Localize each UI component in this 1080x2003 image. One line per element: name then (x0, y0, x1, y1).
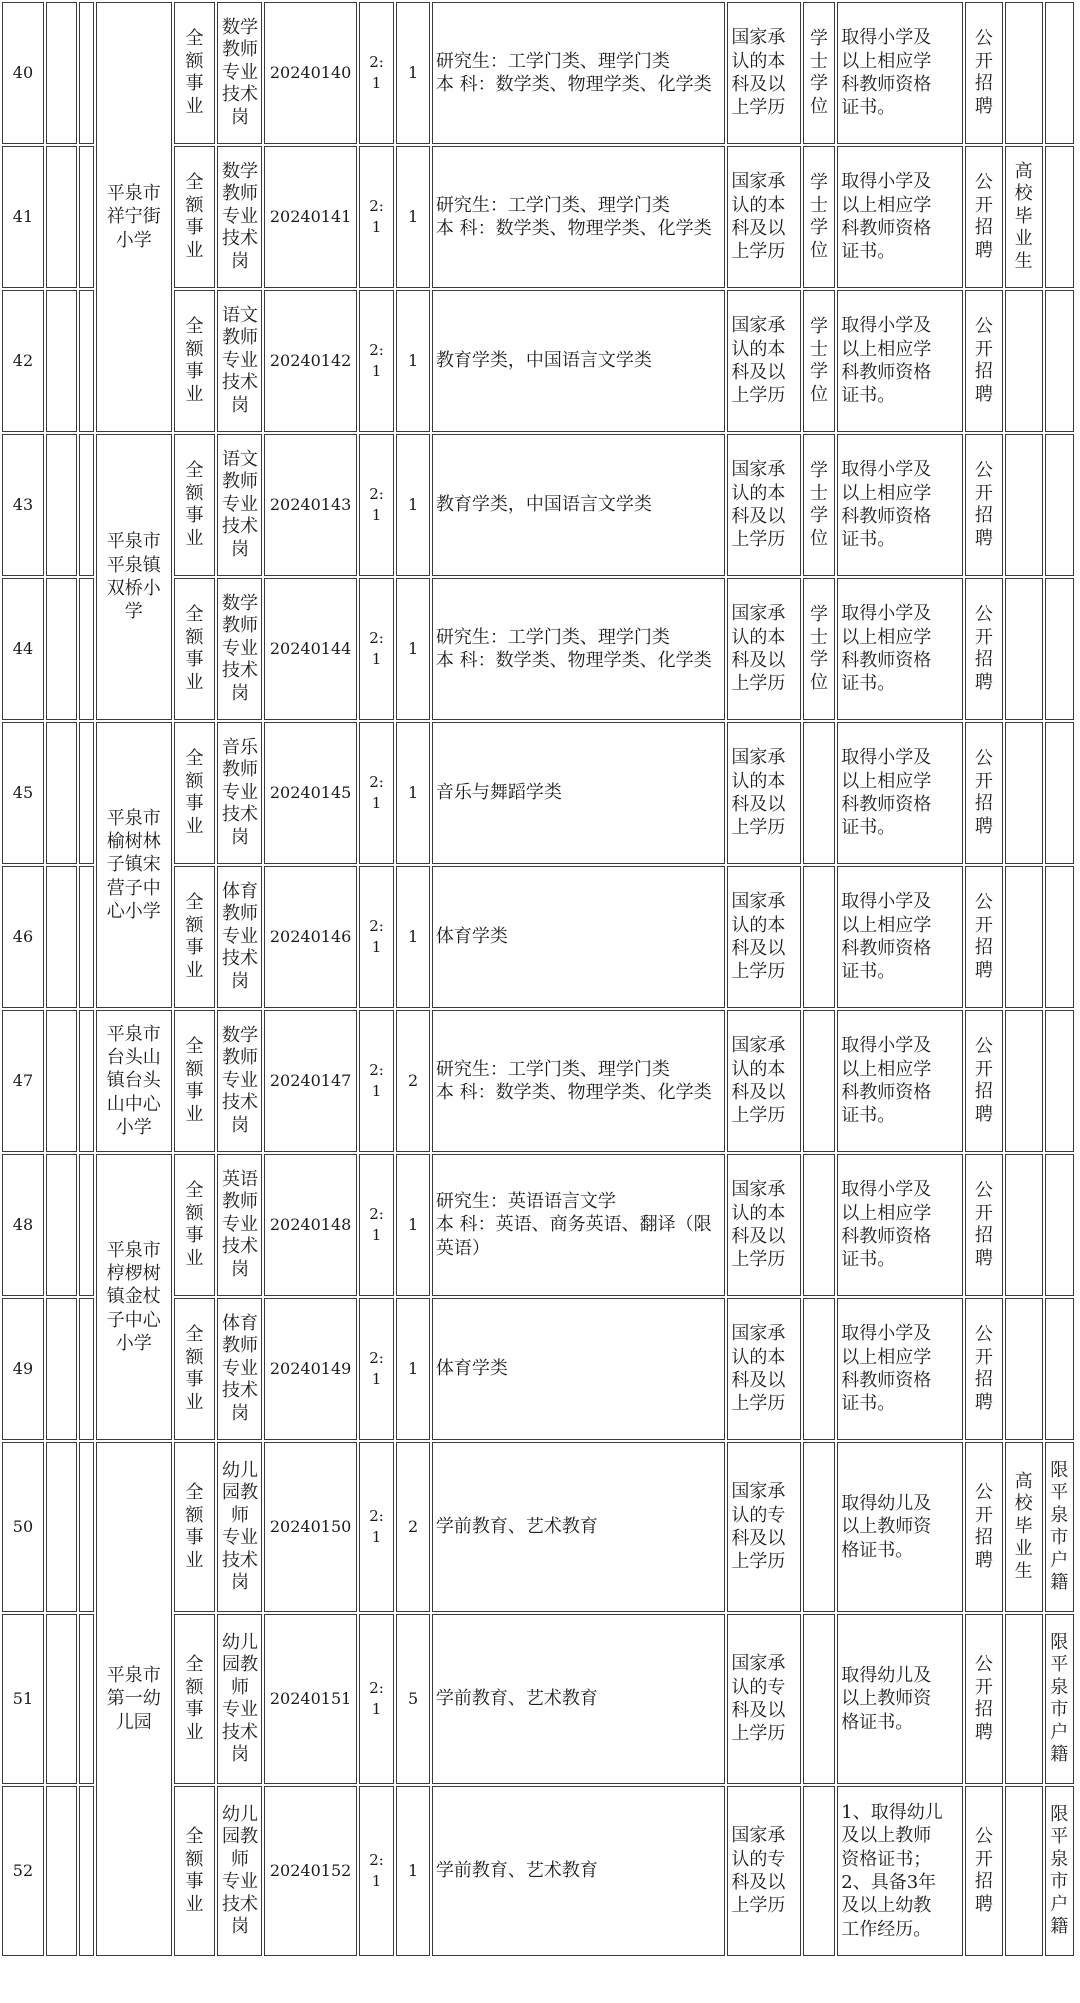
other-requirement: 取得小学及 以上相应学 科教师资格 证书。 (837, 1010, 963, 1152)
table-row (2, 2, 1074, 144)
household-limit (1045, 1154, 1074, 1296)
degree-requirement (803, 1154, 835, 1296)
funding-type: 全 额 事 业 (174, 290, 216, 432)
household-limit: 限 平 泉 市 户 籍 (1045, 1786, 1074, 1956)
row-number: 44 (2, 578, 44, 720)
funding-type: 全 额 事 业 (174, 866, 216, 1008)
other-requirement: 取得小学及 以上相应学 科教师资格 证书。 (837, 722, 963, 864)
target-group (1005, 1010, 1043, 1152)
target-group (1005, 1786, 1043, 1956)
household-limit: 限 平 泉 市 户 籍 (1045, 1442, 1074, 1612)
post-name: 英语 教师 专业 技术 岗 (217, 1154, 262, 1296)
unit-name: 平泉市 梈椤树 镇金杖 子中心 小学 (96, 1154, 171, 1440)
hire-count: 1 (396, 290, 430, 432)
column-spacer (46, 1010, 77, 1152)
column-spacer (79, 1010, 94, 1152)
major-requirement: 研究生：工学门类、理学门类 本 科：数学类、物理学类、化学类 (432, 146, 726, 288)
household-limit (1045, 866, 1074, 1008)
exam-ratio: 2: 1 (359, 2, 395, 144)
major-requirement: 学前教育、艺术教育 (432, 1614, 726, 1784)
funding-type: 全 额 事 业 (174, 722, 216, 864)
recruit-method: 公 开 招 聘 (965, 866, 1003, 1008)
column-spacer (79, 722, 94, 864)
target-group: 高 校 毕 业 生 (1005, 146, 1043, 288)
other-requirement: 取得幼儿及 以上教师资 格证书。 (837, 1442, 963, 1612)
unit-name: 平泉市 第一幼 儿园 (96, 1442, 171, 1956)
row-number: 40 (2, 2, 44, 144)
column-spacer (46, 1442, 77, 1612)
exam-ratio: 2: 1 (359, 1442, 395, 1612)
other-requirement: 取得小学及 以上相应学 科教师资格 证书。 (837, 290, 963, 432)
exam-ratio: 2: 1 (359, 1154, 395, 1296)
education-requirement: 国家承 认的本 科及以 上学历 (727, 290, 800, 432)
major-requirement: 研究生：工学门类、理学门类 本 科：数学类、物理学类、化学类 (432, 2, 726, 144)
target-group (1005, 2, 1043, 144)
row-number: 52 (2, 1786, 44, 1956)
target-group (1005, 290, 1043, 432)
degree-requirement: 学 士 学 位 (803, 578, 835, 720)
degree-requirement: 学 士 学 位 (803, 146, 835, 288)
hire-count: 2 (396, 1010, 430, 1152)
degree-requirement (803, 1442, 835, 1612)
education-requirement: 国家承 认的本 科及以 上学历 (727, 722, 800, 864)
post-code: 20240140 (264, 2, 356, 144)
column-spacer (79, 290, 94, 432)
hire-count: 1 (396, 2, 430, 144)
table-body (2, 2, 1074, 1956)
recruit-method: 公 开 招 聘 (965, 1154, 1003, 1296)
household-limit (1045, 578, 1074, 720)
column-spacer (79, 2, 94, 144)
exam-ratio: 2: 1 (359, 1010, 395, 1152)
column-spacer (46, 578, 77, 720)
post-name: 语文 教师 专业 技术 岗 (217, 290, 262, 432)
recruit-method: 公 开 招 聘 (965, 2, 1003, 144)
row-number: 49 (2, 1298, 44, 1440)
post-name: 数学 教师 专业 技术 岗 (217, 2, 262, 144)
target-group (1005, 1614, 1043, 1784)
table-row (2, 434, 1074, 576)
funding-type: 全 额 事 业 (174, 1298, 216, 1440)
recruit-method: 公 开 招 聘 (965, 146, 1003, 288)
post-name: 体育 教师 专业 技术 岗 (217, 1298, 262, 1440)
hire-count: 1 (396, 866, 430, 1008)
hire-count: 1 (396, 722, 430, 864)
funding-type: 全 额 事 业 (174, 1154, 216, 1296)
post-code: 20240152 (264, 1786, 356, 1956)
education-requirement: 国家承 认的本 科及以 上学历 (727, 866, 800, 1008)
major-requirement: 教育学类，中国语言文学类 (432, 290, 726, 432)
other-requirement: 取得幼儿及 以上教师资 格证书。 (837, 1614, 963, 1784)
education-requirement: 国家承 认的本 科及以 上学历 (727, 434, 800, 576)
column-spacer (46, 1154, 77, 1296)
degree-requirement: 学 士 学 位 (803, 290, 835, 432)
post-code: 20240141 (264, 146, 356, 288)
column-spacer (79, 1786, 94, 1956)
post-code: 20240149 (264, 1298, 356, 1440)
education-requirement: 国家承 认的专 科及以 上学历 (727, 1442, 800, 1612)
column-spacer (79, 866, 94, 1008)
recruit-method: 公 开 招 聘 (965, 434, 1003, 576)
major-requirement: 体育学类 (432, 866, 726, 1008)
column-spacer (46, 290, 77, 432)
target-group (1005, 578, 1043, 720)
unit-name: 平泉市 平泉镇 双桥小 学 (96, 434, 171, 720)
recruit-method: 公 开 招 聘 (965, 1298, 1003, 1440)
column-spacer (79, 1154, 94, 1296)
hire-count: 2 (396, 1442, 430, 1612)
column-spacer (46, 722, 77, 864)
degree-requirement (803, 1298, 835, 1440)
column-spacer (79, 578, 94, 720)
target-group (1005, 722, 1043, 864)
unit-name: 平泉市 台头山 镇台头 山中心 小学 (96, 1010, 171, 1152)
major-requirement: 学前教育、艺术教育 (432, 1442, 726, 1612)
education-requirement: 国家承 认的本 科及以 上学历 (727, 2, 800, 144)
recruit-method: 公 开 招 聘 (965, 1442, 1003, 1612)
education-requirement: 国家承 认的本 科及以 上学历 (727, 578, 800, 720)
education-requirement: 国家承 认的专 科及以 上学历 (727, 1614, 800, 1784)
column-spacer (79, 1614, 94, 1784)
degree-requirement: 学 士 学 位 (803, 2, 835, 144)
post-code: 20240143 (264, 434, 356, 576)
recruit-method: 公 开 招 聘 (965, 578, 1003, 720)
other-requirement: 取得小学及 以上相应学 科教师资格 证书。 (837, 1298, 963, 1440)
education-requirement: 国家承 认的本 科及以 上学历 (727, 1154, 800, 1296)
household-limit: 限 平 泉 市 户 籍 (1045, 1614, 1074, 1784)
post-code: 20240151 (264, 1614, 356, 1784)
major-requirement: 研究生：工学门类、理学门类 本 科：数学类、物理学类、化学类 (432, 1010, 726, 1152)
target-group (1005, 434, 1043, 576)
other-requirement: 取得小学及 以上相应学 科教师资格 证书。 (837, 2, 963, 144)
funding-type: 全 额 事 业 (174, 578, 216, 720)
education-requirement: 国家承 认的本 科及以 上学历 (727, 146, 800, 288)
household-limit (1045, 290, 1074, 432)
recruit-method: 公 开 招 聘 (965, 1786, 1003, 1956)
degree-requirement (803, 722, 835, 864)
education-requirement: 国家承 认的本 科及以 上学历 (727, 1010, 800, 1152)
row-number: 50 (2, 1442, 44, 1612)
funding-type: 全 额 事 业 (174, 2, 216, 144)
degree-requirement (803, 866, 835, 1008)
post-name: 数学 教师 专业 技术 岗 (217, 1010, 262, 1152)
degree-requirement (803, 1010, 835, 1152)
row-number: 46 (2, 866, 44, 1008)
funding-type: 全 额 事 业 (174, 1442, 216, 1612)
other-requirement: 取得小学及 以上相应学 科教师资格 证书。 (837, 578, 963, 720)
row-number: 51 (2, 1614, 44, 1784)
post-code: 20240150 (264, 1442, 356, 1612)
column-spacer (46, 1786, 77, 1956)
table-row (2, 1010, 1074, 1152)
column-spacer (46, 146, 77, 288)
hire-count: 1 (396, 146, 430, 288)
household-limit (1045, 146, 1074, 288)
other-requirement: 1、取得幼儿 及以上教师 资格证书； 2、具备3年 及以上幼教 工作经历。 (837, 1786, 963, 1956)
other-requirement: 取得小学及 以上相应学 科教师资格 证书。 (837, 146, 963, 288)
post-code: 20240142 (264, 290, 356, 432)
major-requirement: 研究生：工学门类、理学门类 本 科：数学类、物理学类、化学类 (432, 578, 726, 720)
column-spacer (46, 866, 77, 1008)
hire-count: 1 (396, 578, 430, 720)
column-spacer (46, 1614, 77, 1784)
exam-ratio: 2: 1 (359, 1786, 395, 1956)
funding-type: 全 额 事 业 (174, 1614, 216, 1784)
household-limit (1045, 1298, 1074, 1440)
other-requirement: 取得小学及 以上相应学 科教师资格 证书。 (837, 434, 963, 576)
education-requirement: 国家承 认的专 科及以 上学历 (727, 1786, 800, 1956)
recruit-method: 公 开 招 聘 (965, 1614, 1003, 1784)
household-limit (1045, 1010, 1074, 1152)
column-spacer (46, 1298, 77, 1440)
target-group: 高 校 毕 业 生 (1005, 1442, 1043, 1612)
exam-ratio: 2: 1 (359, 866, 395, 1008)
household-limit (1045, 2, 1074, 144)
post-name: 数学 教师 专业 技术 岗 (217, 578, 262, 720)
major-requirement: 体育学类 (432, 1298, 726, 1440)
unit-name: 平泉市 祥宁街 小学 (96, 2, 171, 432)
row-number: 47 (2, 1010, 44, 1152)
degree-requirement: 学 士 学 位 (803, 434, 835, 576)
post-code: 20240145 (264, 722, 356, 864)
post-name: 数学 教师 专业 技术 岗 (217, 146, 262, 288)
hire-count: 1 (396, 1298, 430, 1440)
other-requirement: 取得小学及 以上相应学 科教师资格 证书。 (837, 866, 963, 1008)
education-requirement: 国家承 认的本 科及以 上学历 (727, 1298, 800, 1440)
row-number: 48 (2, 1154, 44, 1296)
major-requirement: 音乐与舞蹈学类 (432, 722, 726, 864)
unit-name: 平泉市 榆树林 子镇宋 营子中 心小学 (96, 722, 171, 1008)
post-code: 20240144 (264, 578, 356, 720)
household-limit (1045, 434, 1074, 576)
row-number: 41 (2, 146, 44, 288)
exam-ratio: 2: 1 (359, 578, 395, 720)
post-name: 幼儿 园教 师 专业 技术 岗 (217, 1614, 262, 1784)
column-spacer (79, 146, 94, 288)
target-group (1005, 1298, 1043, 1440)
major-requirement: 教育学类，中国语言文学类 (432, 434, 726, 576)
hire-count: 1 (396, 1154, 430, 1296)
post-name: 体育 教师 专业 技术 岗 (217, 866, 262, 1008)
recruit-method: 公 开 招 聘 (965, 722, 1003, 864)
post-name: 语文 教师 专业 技术 岗 (217, 434, 262, 576)
column-spacer (79, 1442, 94, 1612)
post-code: 20240148 (264, 1154, 356, 1296)
funding-type: 全 额 事 业 (174, 1786, 216, 1956)
target-group (1005, 1154, 1043, 1296)
degree-requirement (803, 1786, 835, 1956)
column-spacer (46, 434, 77, 576)
row-number: 42 (2, 290, 44, 432)
funding-type: 全 额 事 业 (174, 434, 216, 576)
post-code: 20240146 (264, 866, 356, 1008)
funding-type: 全 额 事 业 (174, 146, 216, 288)
hire-count: 5 (396, 1614, 430, 1784)
hire-count: 1 (396, 434, 430, 576)
recruit-method: 公 开 招 聘 (965, 290, 1003, 432)
column-spacer (79, 434, 94, 576)
funding-type: 全 额 事 业 (174, 1010, 216, 1152)
target-group (1005, 866, 1043, 1008)
column-spacer (79, 1298, 94, 1440)
major-requirement: 研究生：英语语言文学 本 科：英语、商务英语、翻译（限英语） (432, 1154, 726, 1296)
household-limit (1045, 722, 1074, 864)
post-name: 音乐 教师 专业 技术 岗 (217, 722, 262, 864)
exam-ratio: 2: 1 (359, 290, 395, 432)
row-number: 45 (2, 722, 44, 864)
post-name: 幼儿 园教 师 专业 技术 岗 (217, 1442, 262, 1612)
exam-ratio: 2: 1 (359, 146, 395, 288)
column-spacer (46, 2, 77, 144)
table-row (2, 1442, 1074, 1612)
exam-ratio: 2: 1 (359, 722, 395, 864)
post-name: 幼儿 园教 师 专业 技术 岗 (217, 1786, 262, 1956)
exam-ratio: 2: 1 (359, 434, 395, 576)
exam-ratio: 2: 1 (359, 1614, 395, 1784)
recruit-method: 公 开 招 聘 (965, 1010, 1003, 1152)
degree-requirement (803, 1614, 835, 1784)
table-row (2, 1154, 1074, 1296)
major-requirement: 学前教育、艺术教育 (432, 1786, 726, 1956)
row-number: 43 (2, 434, 44, 576)
table-row (2, 722, 1074, 864)
post-code: 20240147 (264, 1010, 356, 1152)
other-requirement: 取得小学及 以上相应学 科教师资格 证书。 (837, 1154, 963, 1296)
hire-count: 1 (396, 1786, 430, 1956)
exam-ratio: 2: 1 (359, 1298, 395, 1440)
